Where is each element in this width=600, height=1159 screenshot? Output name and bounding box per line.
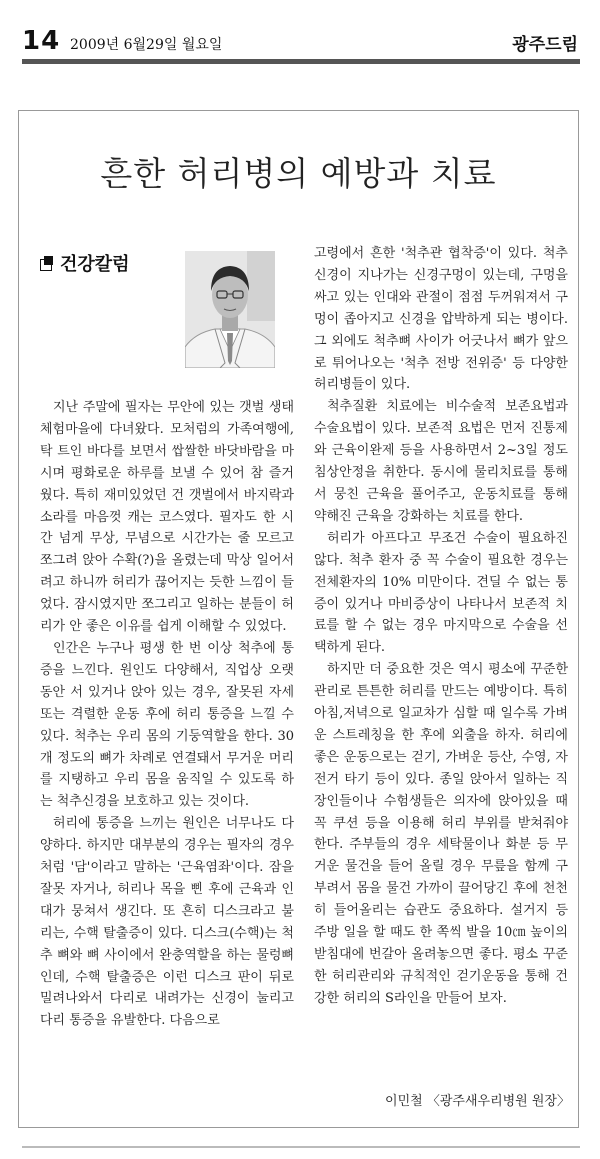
page-number: 14 <box>22 26 61 56</box>
column-label-text: 건강칼럼 <box>60 254 130 275</box>
publication-brand: 광주드림 <box>512 35 578 55</box>
issue-date: 2009년 6월29일 월요일 <box>70 37 223 53</box>
body-paragraph: 허리에 통증을 느끼는 원인은 너무나도 다양하다. 하지만 대부분의 경우는 필자의 경우처럼 '담'이라고 말하는 '근육염좌'이다. 잠을 잘못 자거나, 허리나 목을 삔 후에 근육과 인대가 뭉쳐서 생긴다. 또 흔히 디스크라고 불리는, 수핵 탈출증이 있다. 디스크(수핵)는 척추 뼈와 뼈 사이에서 완충역할을 하는 물렁뼈인데, 수핵 탈출증은 이런 디스크 판이 뒤로 밀려나와서 다리로 내려가는 신경이 눌리고 다리 통증을 유발한다. 다음으로 <box>40 816 294 1029</box>
footer-rule <box>22 1146 580 1148</box>
column-label <box>40 250 130 276</box>
body-paragraph: 허리가 아프다고 무조건 수술이 필요하진 않다. 척추 환자 중 꼭 수술이 필요한 경우는 전체환자의 10% 미만이다. 견딜 수 없는 통증이 있거나 마비증상이 나타나서 보존적 치료를 할 수 없는 경우 마지막으로 수술을 선택하게 된다. <box>314 530 568 656</box>
body-paragraph: 지난 주말에 필자는 무안에 있는 갯벌 생태체험마을에 다녀왔다. 모처럼의 가족여행에, 탁 트인 바다를 보면서 쌉쌀한 바닷바람을 마시며 평화로운 하루를 보낼 수 있어 참 즐거웠다. 특히 재미있었던 건 갯벌에서 바지락과 소라를 마음껏 캐는 코스였다. 필자도 한 시간 넘게 무상, 무념으로 시간가는 줄 모르고 쪼그려 앉아 수확(?)을 올렸는데 막상 일어서려고 하니까 허리가 끊어지는 듯한 느낌이 들었다. 잠시였지만 쪼그리고 일하는 분들이 허리가 안 좋은 이유를 쉽게 이해할 수 있었다. <box>40 400 294 635</box>
article-column-right <box>314 243 568 1010</box>
article-column-left <box>40 397 294 1032</box>
author-photo <box>185 251 275 368</box>
author-byline: 이민철 〈광주새우리병원 원장〉 <box>385 1094 570 1109</box>
body-paragraph: 고령에서 흔한 '척추관 협착증'이 있다. 척추신경이 지나가는 신경구멍이 있는데, 구멍을 싸고 있는 인대와 관절이 점점 두꺼워져서 구멍이 좁아지고 신경을 압박하게 되는 병이다. 그 외에도 척추뼈 사이가 어긋나서 뼈가 앞으로 튀어나오는 '척추 전방 전위증' 등 다양한 허리병들이 있다. <box>314 246 568 393</box>
body-paragraph: 인간은 누구나 평생 한 번 이상 척추에 통증을 느낀다. 원인도 다양해서, 직업상 오랫동안 서 있거나 앉아 있는 경우, 잘못된 자세 또는 격렬한 운동 후에 허리 통증을 느낄 수 있다. 척추는 우리 몸의 기둥역할을 한다. 30개 정도의 뼈가 차례로 연결돼서 무거운 머리를 지탱하고 우리 몸을 움직일 수 있도록 하는 척추신경을 보호하고 있는 것이다. <box>40 640 294 810</box>
body-paragraph: 하지만 더 중요한 것은 역시 평소에 꾸준한 관리로 튼튼한 허리를 만드는 예방이다. 특히 아침,저녁으로 일교차가 심할 때 일수록 가벼운 스트레칭을 한 후에 외출을 하자. 허리에 좋은 운동으로는 걷기, 가벼운 등산, 수영, 자전거 타기 등이 있다. 종일 앉아서 일하는 직장인들이나 수험생들은 의자에 앉아있을 때 꼭 쿠션 등을 이용해 허리 부위를 받쳐줘야 한다. 주부들의 경우 세탁물이나 화분 등 무거운 물건을 들어 올릴 경우 무릎을 함께 구부려서 몸을 물건 가까이 끌어당긴 후에 천천히 들어올리는 습관도 중요하다. 설거지 등 주방 일을 할 때도 한 쪽씩 발을 10㎝ 높이의 받침대에 번갈아 올려놓으면 좋다. 평소 꾸준한 허리관리와 규칙적인 걷기운동을 통해 건강한 허리의 S라인을 만들어 보자. <box>314 662 568 1006</box>
page-header <box>22 26 580 56</box>
header-rule <box>22 59 580 64</box>
column-label-icon <box>40 256 54 270</box>
article-title: 흔한 허리병의 예방과 치료 <box>100 154 497 193</box>
body-paragraph: 척추질환 치료에는 비수술적 보존요법과 수술요법이 있다. 보존적 요법은 먼저 진통제와 근육이완제 등을 사용하면서 2~3일 정도 침상안정을 취한다. 동시에 물리치료를 통해서 뭉친 근육을 풀어주고, 운동치료를 통해 약해진 근육을 강화하는 치료를 한다. <box>314 399 568 524</box>
